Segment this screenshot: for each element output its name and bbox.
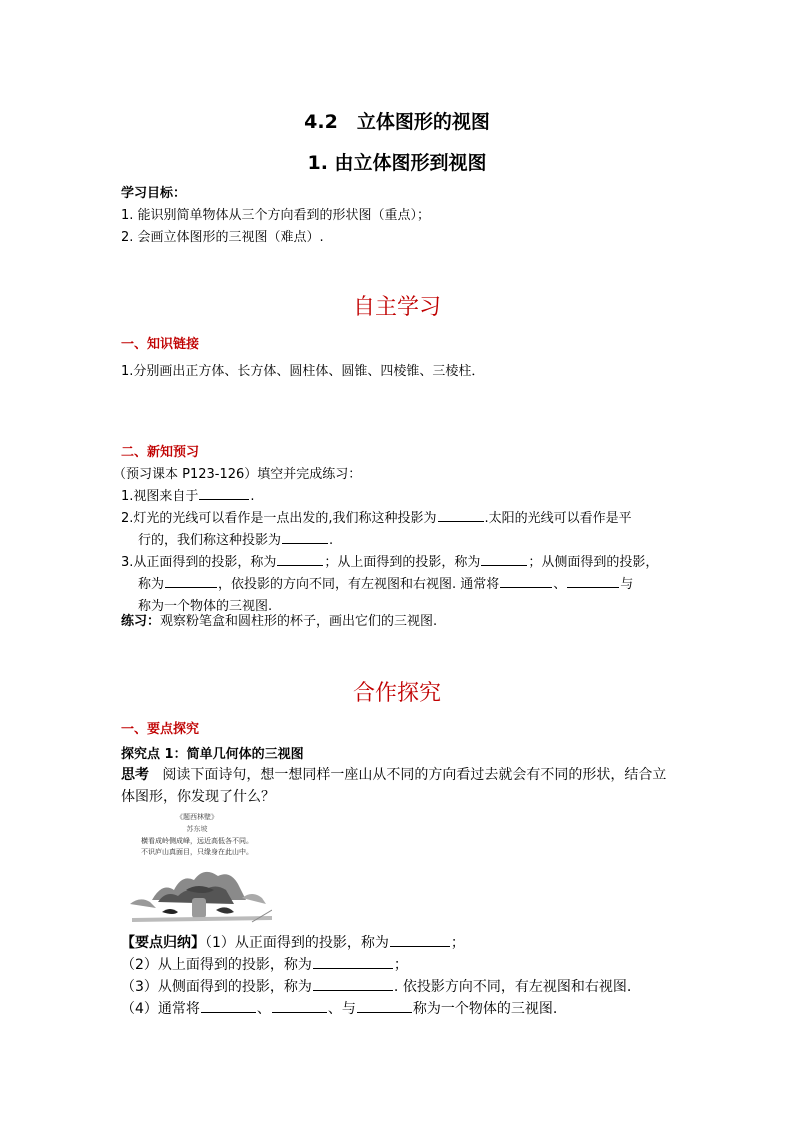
summary-line-2: （2）从上面得到的投影，称为 ；: [121, 957, 408, 973]
blank-field[interactable]: [199, 487, 249, 500]
poem-title: 《题西林壁》: [176, 813, 218, 821]
page-subtitle: 1. 由立体图形到视图: [307, 152, 487, 174]
blank-field[interactable]: [438, 509, 484, 522]
poem-illustration: [122, 812, 272, 924]
key-points-heading: 一、要点探究: [121, 722, 200, 737]
poem-line-2: 不识庐山真面目，只缘身在此山中。: [141, 848, 253, 856]
summary-line-4: （4）通常将 、 、与 称为一个物体的三视图.: [121, 1001, 558, 1017]
objective-item-2: 2. 会画立体图形的三视图（难点）.: [121, 230, 324, 245]
blank-field[interactable]: [272, 1000, 327, 1013]
question-1: 1.视图来自于 .: [121, 489, 255, 504]
section-title-cooperation: 合作探究: [352, 681, 441, 706]
blank-field[interactable]: [390, 934, 450, 947]
blank-field[interactable]: [277, 553, 323, 566]
question-3-line2: 称为 ，依投影的方向不同，有左视图和右视图. 通常将 、 与: [138, 577, 634, 592]
objective-item-1: 1. 能识别简单物体从三个方向看到的形状图（重点）；: [121, 208, 431, 223]
blank-field[interactable]: [481, 553, 527, 566]
blank-field[interactable]: [282, 531, 328, 544]
summary-line-1: 【要点归纳】（1）从正面得到的投影，称为 ；: [121, 935, 465, 951]
knowledge-link-text: 1.分别画出正方体、长方体、圆柱体、圆锥、四棱锥、三棱柱．: [121, 364, 485, 379]
poem-line-1: 横看成岭侧成峰，远近高低各不同。: [141, 837, 253, 845]
preview-intro: （预习课本 P123-126）填空并完成练习：: [113, 467, 362, 482]
blank-field[interactable]: [357, 1000, 412, 1013]
blank-field[interactable]: [165, 575, 217, 588]
blank-field[interactable]: [313, 978, 393, 991]
preview-heading: 二、新知预习: [121, 445, 200, 460]
question-2-line2: 行的，我们称这种投影为 .: [138, 533, 334, 548]
knowledge-link-heading: 一、知识链接: [121, 337, 200, 352]
blank-field[interactable]: [567, 575, 619, 588]
exercise: 练习：观察粉笔盒和圆柱形的杯子，画出它们的三视图.: [121, 614, 438, 629]
page-title: 4.2 立体图形的视图: [304, 111, 490, 133]
exploration-point-1: 探究点 1：简单几何体的三视图: [121, 747, 304, 762]
question-3-line3: 称为一个物体的三视图.: [138, 599, 273, 614]
question-2-line1: 2.灯光的光线可以看作是一点出发的,我们称这种投影为 .太阳的光线可以看作是平: [121, 511, 632, 526]
blank-field[interactable]: [500, 575, 552, 588]
question-3-line1: 3.从正面得到的投影，称为 ；从上面得到的投影，称为 ；从侧面得到的投影，: [121, 555, 659, 570]
mountain-painting: [122, 860, 272, 924]
objectives-heading: 学习目标：: [121, 186, 187, 201]
think-line-1: 思考 阅读下面诗句，想一想同样一座山从不同的方向看过去就会有不同的形状，结合立: [121, 767, 667, 783]
blank-field[interactable]: [313, 956, 393, 969]
summary-line-3: （3）从侧面得到的投影，称为 . 依投影方向不同，有左视图和右视图.: [121, 979, 632, 995]
section-title-self-study: 自主学习: [352, 295, 441, 320]
think-line-2: 体图形，你发现了什么？: [121, 789, 275, 805]
blank-field[interactable]: [201, 1000, 256, 1013]
poem-author: 苏东坡: [186, 825, 208, 833]
